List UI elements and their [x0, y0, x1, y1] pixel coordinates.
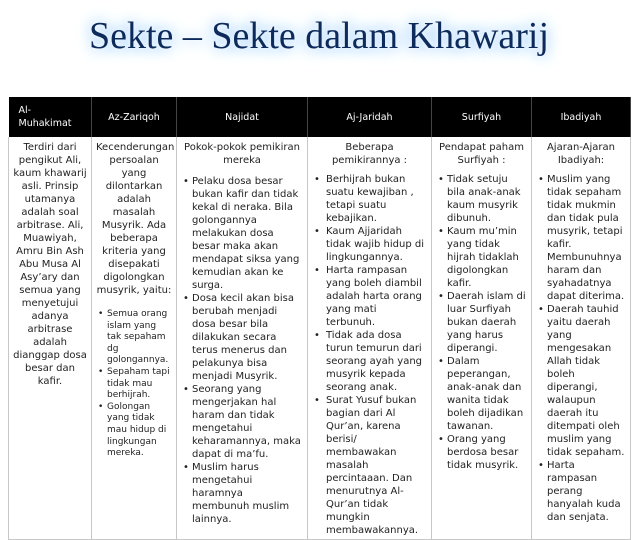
list-item: • Golongan yang tidak mau hidup di lingkungan mereka. — [96, 402, 172, 460]
list-item: • Pelaku dosa besar bukan kafir dan tidak kekal di neraka. Bila golongannya melakukan dosa besar maka akan mendapat siksa yang kemudian akan ke surga. — [181, 175, 303, 292]
list-item: • Daerah islam di luar Surfiyah bukan daerah yang harus diperangi. — [436, 290, 527, 355]
list-item: • Semua orang islam yang tak sepaham dg golongannya. — [96, 309, 172, 367]
list-item: • Berhijrah bukan suatu kewajiban , tetapi suatu kebajikan. — [312, 173, 427, 225]
az-zariqoh-text: Kecenderungan persoalan yang dilontarkan adalah masalah Musyrik. Ada beberapa kriteria yang disepakati digolongkan musyrik, yaitu: — [96, 142, 175, 296]
header-row — [9, 97, 631, 137]
header-az-zariqoh: Az-Zariqoh — [92, 97, 177, 137]
surfiyah-heading: Pendapat paham Surfiyah : — [439, 142, 524, 166]
list-item: • Kaum mu’min yang tidak hijrah tidaklah digolongkan kafir. — [436, 225, 527, 290]
list-item: • Sepaham tapi tidak mau berhijrah. — [96, 367, 172, 402]
list-item: • Orang yang berdosa besar tidak musyrik. — [436, 433, 527, 472]
list-item: • Dalam peperangan, anak-anak dan wanita tidak boleh dijadikan tawanan. — [436, 355, 527, 433]
list-item: • Kaum Ajjaridah tidak wajib hidup di lingkungannya. — [312, 225, 427, 264]
cell-al-muhakimat — [9, 137, 92, 540]
list-item: • Dosa kecil akan bisa berubah menjadi dosa besar bila dilakukan secara terus menerus dan pelakunya bisa menjadi Musyrik. — [181, 292, 303, 383]
cell-az-zariqoh — [92, 137, 177, 540]
cell-surfiyah — [432, 137, 532, 540]
surfiyah-list — [436, 173, 527, 472]
list-item: • Surat Yusuf bukan bagian dari Al Qur’an, karena berisi/ membawakan masalah percintaaan. Dan menurutnya Al-Qur’an tidak mungkin membawakannya. — [312, 394, 427, 537]
header-al-muhakimat — [9, 97, 92, 137]
content-row — [9, 137, 631, 540]
list-item: • Muslim yang tidak sepaham tidak mukmin dan tidak pula musyrik, tetapi kafir. Membunuhnya haram dan syahadatnya dapat diterima. — [536, 173, 626, 303]
najidat-list — [181, 175, 303, 526]
list-item: • Harta rampasan yang boleh diambil adalah harta orang yang mati terbunuh. — [312, 264, 427, 329]
ibadiyah-list — [536, 173, 626, 524]
header-aj-jaridah: Aj-Jaridah — [308, 97, 432, 137]
list-item: • Tidak ada dosa turun temurun dari seorang ayah yang musyrik kepada seorang anak. — [312, 329, 427, 394]
aj-jaridah-heading: Beberapa pemikirannya : — [331, 142, 408, 166]
az-zariqoh-list — [96, 309, 172, 460]
header-ibadiyah: Ibadiyah — [532, 97, 631, 137]
list-item: • Daerah tauhid yaitu daerah yang mengesakan Allah tidak boleh diperangi, walaupun daerah itu ditempati oleh muslim yang tidak sepaham. — [536, 303, 626, 459]
list-item: • Tidak setuju bila anak-anak kaum musyrik dibunuh. — [436, 173, 527, 225]
al-muhakimat-text: Terdiri dari pengikut Ali, kaum khawarij asli. Prinsip utamanya adalah soal arbitrase. Ali, Muawiyah, Amru Bin Ash Abu Musa Al Asy’ary dan semua yang menyetujui adanya arbitrase adalah dianggap dosa besar dan kafir. — [13, 142, 87, 387]
slide-title: Sekte – Sekte dalam Khawarij — [88, 15, 550, 57]
list-item: • Muslim harus mengetahui haramnya membunuh muslim lainnya. — [181, 461, 303, 526]
list-item: • Seorang yang mengerjakan hal haram dan tidak mengetahui keharamannya, maka dapat di ma’fu. — [181, 383, 303, 461]
list-item: • Harta rampasan perang hanyalah kuda dan senjata. — [536, 459, 626, 524]
header-al-muhakimat-text: Al- Muhakimat — [18, 105, 72, 129]
header-najidat: Najidat — [177, 97, 308, 137]
cell-aj-jaridah — [308, 137, 432, 540]
sects-table — [8, 97, 631, 540]
najidat-heading: Pokok-pokok pemikiran mereka — [184, 142, 300, 166]
header-surfiyah: Surfiyah — [432, 97, 532, 137]
cell-ibadiyah — [532, 137, 631, 540]
aj-jaridah-list — [312, 173, 427, 537]
ibadiyah-heading: Ajaran-Ajaran Ibadiyah: — [546, 142, 616, 166]
cell-najidat — [177, 137, 308, 540]
